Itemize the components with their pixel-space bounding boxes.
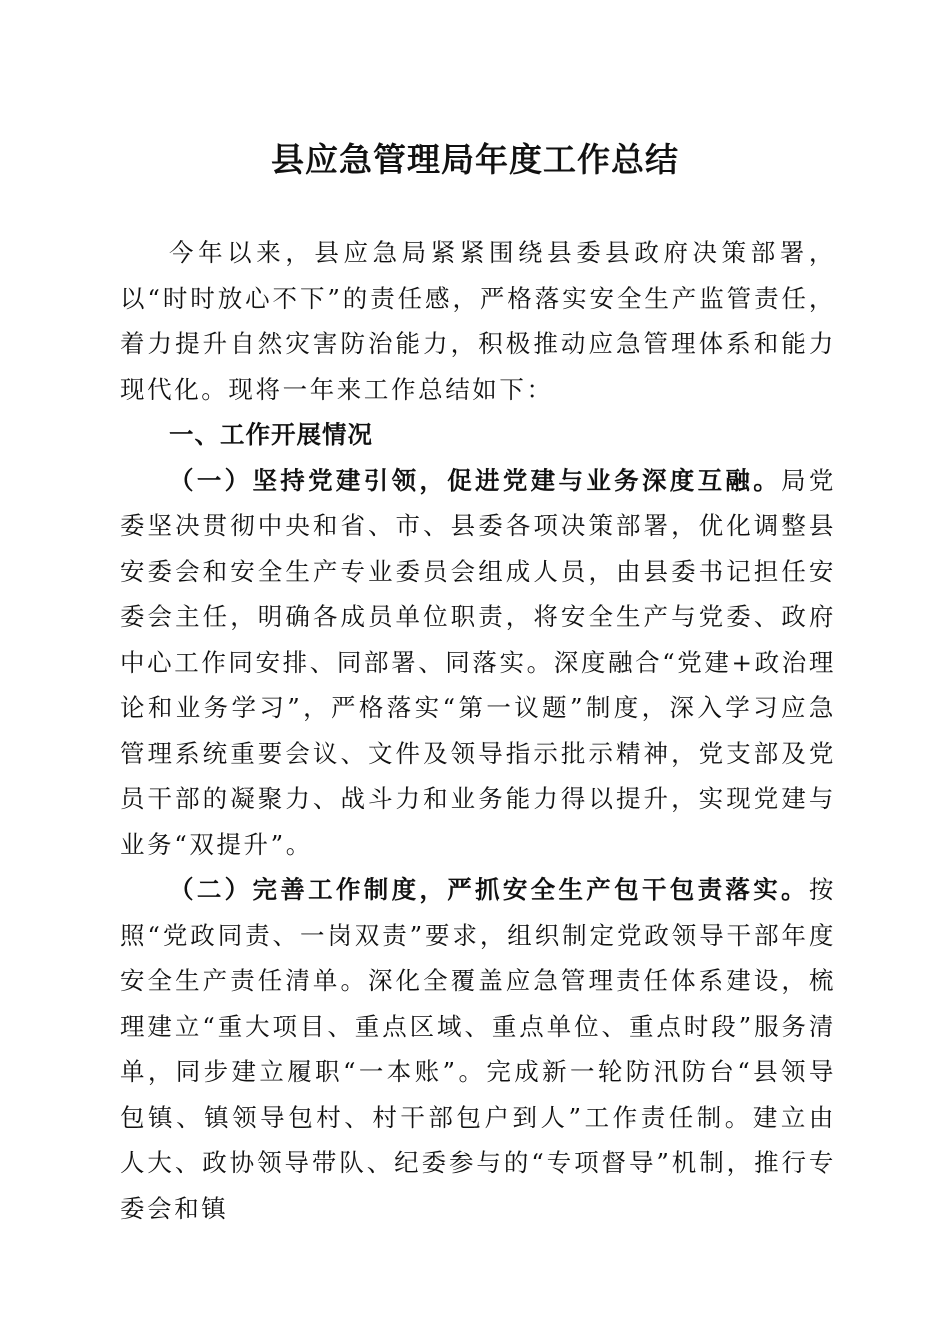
paragraph-work-system-lead: （二）完善工作制度，严抓安全生产包干包责落实。 — [169, 875, 809, 904]
paragraph-party-building-lead: （一）坚持党建引领，促进党建与业务深度互融。 — [169, 465, 782, 495]
paragraph-work-system — [120, 867, 836, 1231]
section-heading-work-status: 一、工作开展情况 — [169, 420, 373, 449]
paragraph-work-system-body: 按照“党政同责、一岗双责”要求，组织制定党政领导干部年度安全生产责任清单。深化全覆盖应急管理责任体系建设，梳理建立“重大项目、重点区域、重点单位、重点时段”服务清单，同步建立履职“一本账”。完成新一轮防汛防台“县领导包镇、镇领导包村、村干部包户到人”工作责任制。建立由人大、政协领导带队、纪委参与的“专项督导”机制，推行专委会和镇 — [120, 875, 836, 1223]
paragraph-party-building — [120, 458, 836, 868]
document-body — [120, 230, 836, 1231]
intro-paragraph: 今年以来，县应急局紧紧围绕县委县政府决策部署，以“时时放心不下”的责任感，严格落实安全生产监管责任，着力提升自然灾害防治能力，积极推动应急管理体系和能力现代化。现将一年来工作总结如下： — [120, 238, 836, 404]
document-title: 县应急管理局年度工作总结 — [271, 140, 679, 179]
paragraph-party-building-body: 局党委坚决贯彻中央和省、市、县委各项决策部署，优化调整县安委会和安全生产专业委员会组成人员，由县委书记担任安委会主任，明确各成员单位职责，将安全生产与党委、政府中心工作同安排、同部署、同落实。深度融合“党建+政治理论和业务学习”，严格落实“第一议题”制度，深入学习应急管理系统重要会议、文件及领导指示批示精神，党支部及党员干部的凝聚力、战斗力和业务能力得以提升，实现党建与业务“双提升”。 — [120, 465, 836, 859]
